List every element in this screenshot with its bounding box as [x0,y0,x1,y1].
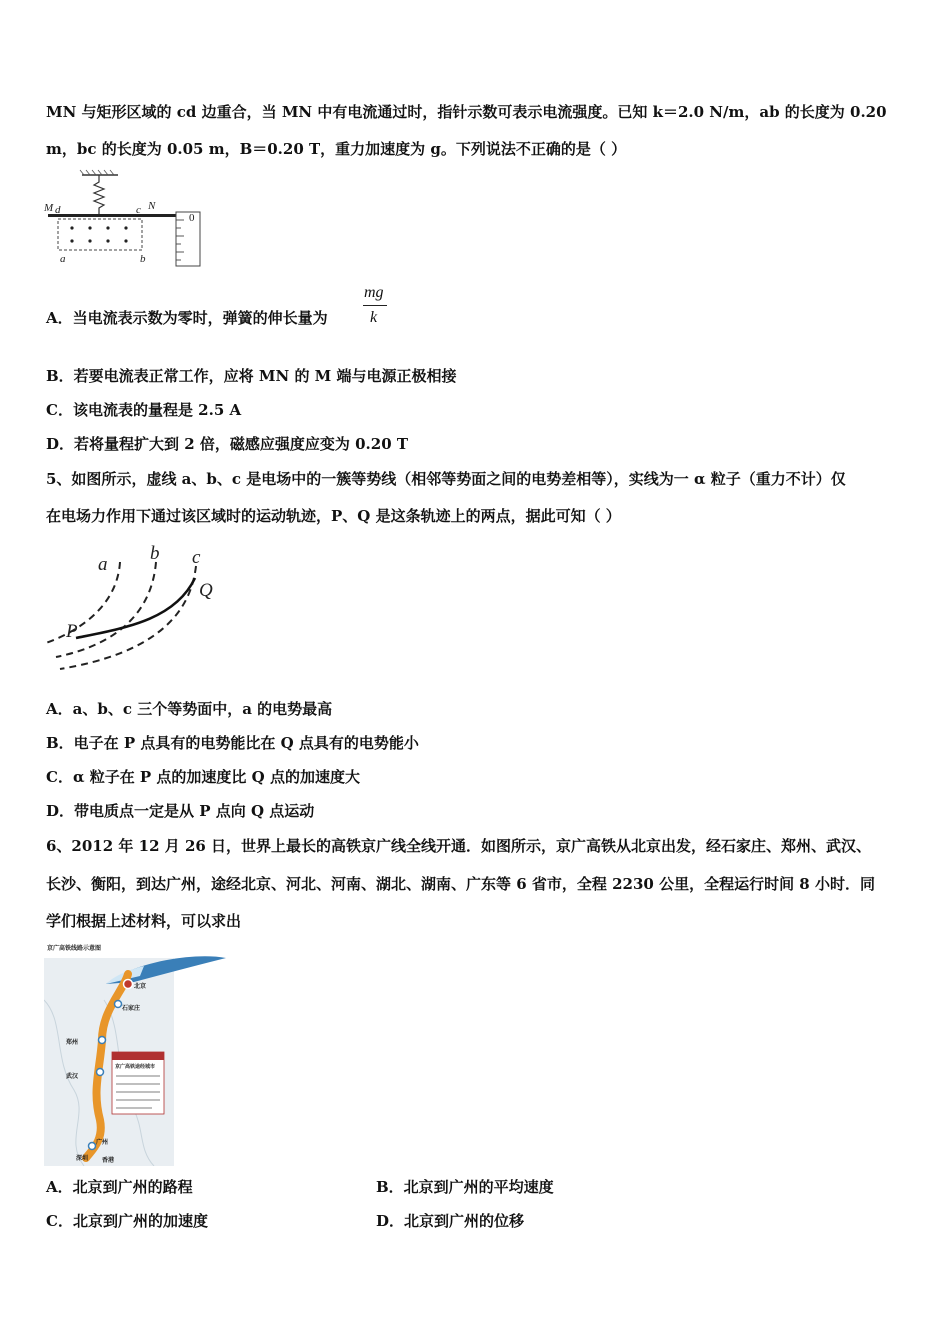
map-label-guangzhou: 广州 [96,1139,109,1146]
beijing-marker [124,980,133,989]
q4-figure [40,168,210,270]
map-title: 京广高铁线路示意图 [47,945,102,952]
q4-stem-line-2: m，bc 的长度为 0.05 m，B＝0.20 T，重力加速度为 g。下列说法不正确的是（ ） [46,140,627,158]
q4-stem-line-1: MN 与矩形区域的 cd 边重合，当 MN 中有电流通过时，指针示数可表示电流强度。已知 k＝2.0 N/m，ab 的长度为 0.20 [46,103,887,121]
spring [94,175,104,214]
q4-option-a-denominator: k [370,309,378,326]
q4-option-d: D．若将量程扩大到 2 倍，磁感应强度应变为 0.20 T [46,435,409,453]
map-label-beijing: 北京 [134,983,147,990]
q6-option-c: C．北京到广州的加速度 [46,1212,208,1230]
q6-stem-line-1: 6、2012 年 12 月 26 日，世界上最长的高铁京广线全线开通．如图所示，京广高铁从北京出发，经石家庄、郑州、武汉、 [46,837,872,855]
label-p: P [66,621,78,642]
q6-option-d: D．北京到广州的位移 [376,1212,525,1230]
q5-stem-line-1: 5、如图所示，虚线 a、b、c 是电场中的一簇等势线（相邻等势面之间的电势差相等），实线为一 α 粒子（重力不计）仅 [46,470,846,488]
q4-option-a-numerator: mg [364,284,384,301]
label-a: a [60,253,66,265]
label-zero: 0 [189,212,195,224]
trajectory [76,578,195,638]
label-c: c [136,204,141,216]
q4-option-b: B．若要电流表正常工作，应将 MN 的 M 端与电源正极相接 [46,367,457,385]
city-legend-box [112,1052,164,1114]
q5-figure [40,540,230,675]
q4-option-c: C．该电流表的量程是 2.5 A [46,401,242,419]
label-c: c [192,547,201,568]
q4-option-a: A．当电流表示数为零时，弹簧的伸长量为 [46,309,328,327]
q6-option-a: A．北京到广州的路程 [46,1178,193,1196]
q6-option-b: B．北京到广州的平均速度 [376,1178,554,1196]
q6-stem-line-3: 学们根据上述材料，可以求出 [46,912,242,930]
q5-option-d: D．带电质点一定是从 P 点向 Q 点运动 [46,802,315,820]
map-label-zhengzhou: 郑州 [66,1039,79,1046]
map-label-shenzhen: 深圳 [76,1155,89,1162]
map-label-wuhan: 武汉 [66,1073,79,1080]
q6-stem-line-2: 长沙、衡阳，到达广州，途经北京、河北、河南、湖北、湖南、广东等 6 省市，全程 2230 公里，全程运行时间 8 小时．同 [46,875,875,893]
label-n: N [148,200,156,212]
map-label-hongkong: 香港 [102,1157,115,1164]
label-m: M [44,202,54,214]
rod-mn [48,214,176,217]
q5-option-a: A．a、b、c 三个等势面中，a 的电势最高 [46,700,333,718]
label-d: d [55,204,61,216]
label-a: a [98,554,108,575]
label-b: b [140,253,146,265]
q5-option-b: B．电子在 P 点具有的电势能比在 Q 点具有的电势能小 [46,734,419,752]
fraction-bar [363,305,387,306]
equipotential-c [60,566,196,669]
city-legend-title: 京广高铁途经城市 [115,1064,156,1070]
magnetic-region [58,219,142,250]
q5-stem-line-2: 在电场力作用下通过该区域时的运动轨迹，P、Q 是这条轨迹上的两点，据此可知（ ） [46,507,621,525]
q5-option-c: C．α 粒子在 P 点的加速度比 Q 点的加速度大 [46,768,360,786]
label-b: b [150,543,160,564]
map-label-shijiazhuang: 石家庄 [122,1005,141,1012]
label-q: Q [199,580,213,601]
q6-rail-map [44,940,228,1166]
